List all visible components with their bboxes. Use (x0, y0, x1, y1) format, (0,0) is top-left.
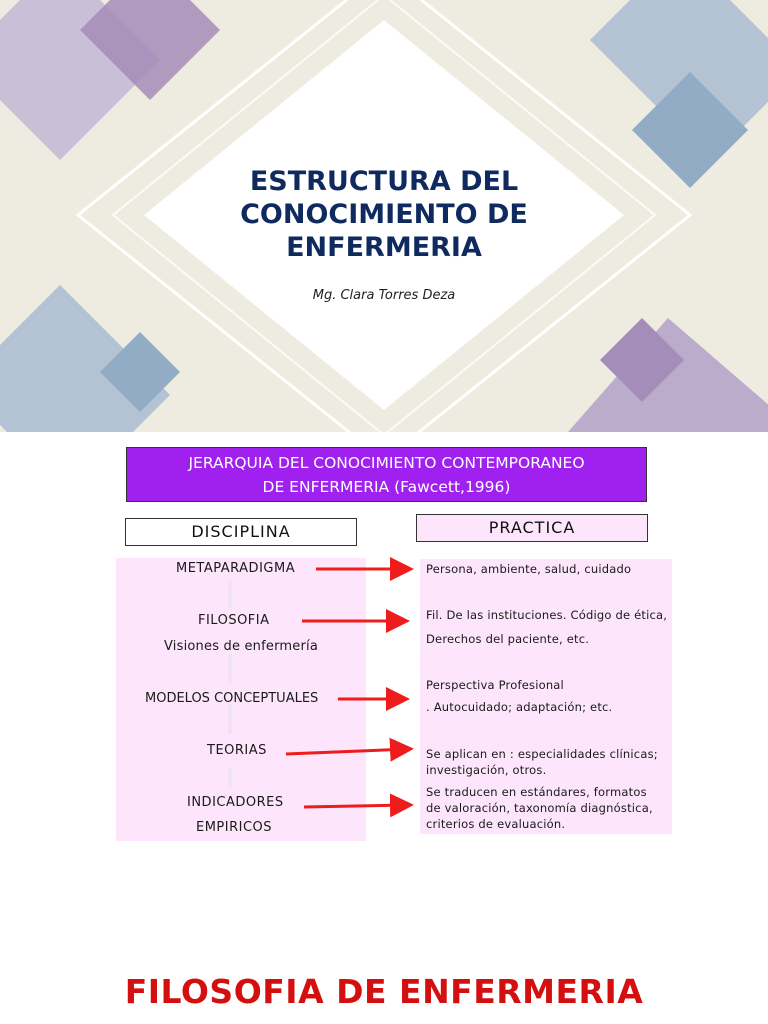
author-name: Mg. Clara Torres Deza (312, 288, 456, 303)
disciplina-header: DISCIPLINA (125, 518, 357, 546)
practica-indicadores-2: de valoración, taxonomía diagnóstica, (426, 801, 653, 815)
hierarchy-slide (0, 432, 768, 952)
practica-indicadores-1: Se traducen en estándares, formatos (426, 785, 647, 799)
practica-modelos-2: . Autocuidado; adaptación; etc. (426, 700, 613, 714)
title-slide (0, 0, 768, 432)
practica-indicadores-3: criterios de evaluación. (426, 817, 566, 831)
arrows-layer (0, 432, 768, 952)
practica-filosofia-1: Fil. De las instituciones. Código de ética, (426, 608, 668, 622)
red-arrows (286, 569, 408, 807)
practica-teorias-2: investigación, otros. (426, 763, 547, 777)
practica-header: PRACTICA (416, 514, 648, 542)
practica-modelos-1: Perspectiva Profesional (426, 678, 564, 692)
title-line-3: ENFERMERIA (286, 232, 482, 263)
practica-filosofia-2: Derechos del paciente, etc. (426, 632, 590, 646)
label-indicadores: INDICADORES (187, 795, 284, 810)
label-modelos-conceptuales: MODELOS CONCEPTUALES (145, 691, 319, 706)
title-line-2: CONOCIMIENTO DE (240, 199, 528, 230)
filosofia-heading: FILOSOFIA DE ENFERMERIA (124, 972, 644, 1011)
practica-metaparadigma: Persona, ambiente, salud, cuidado (426, 562, 632, 576)
label-metaparadigma: METAPARADIGMA (176, 561, 296, 576)
title-line-1: ESTRUCTURA DEL (249, 166, 519, 197)
label-teorias: TEORIAS (207, 743, 267, 758)
arrow-teorias (286, 749, 408, 754)
label-filosofia: FILOSOFIA (198, 613, 270, 628)
hierarchy-heading-line-2: DE ENFERMERIA (Fawcett,1996) (262, 478, 511, 496)
presentation-title (184, 165, 584, 264)
arrow-indicadores (304, 805, 408, 807)
label-visiones: Visiones de enfermería (164, 639, 318, 654)
label-empiricos: EMPIRICOS (196, 820, 273, 835)
hierarchy-heading-line-1: JERARQUIA DEL CONOCIMIENTO CONTEMPORANEO (188, 454, 585, 472)
practica-teorias-1: Se aplican en : especialidades clínicas; (426, 747, 658, 761)
